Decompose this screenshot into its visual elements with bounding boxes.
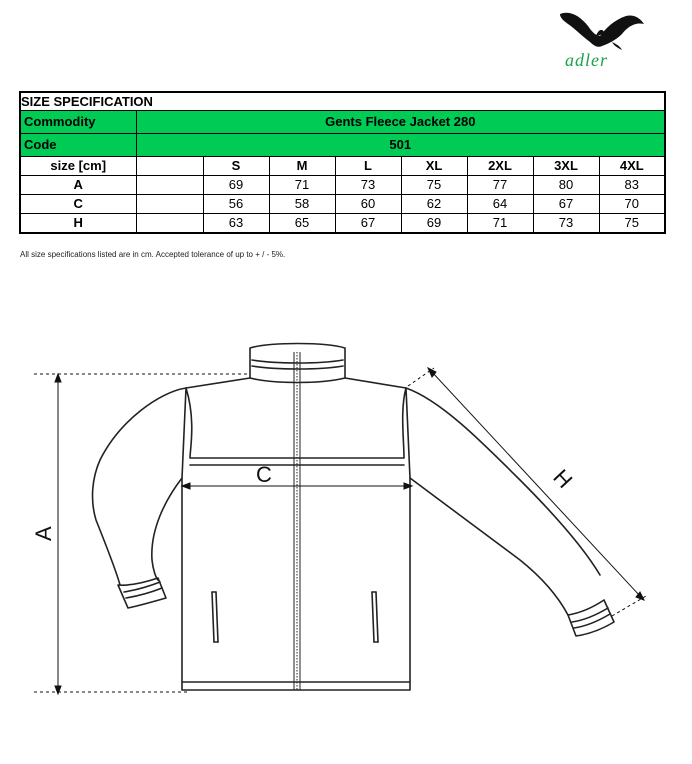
table-cell: 67 xyxy=(335,214,401,234)
size-header: S xyxy=(203,157,269,176)
table-cell: 69 xyxy=(401,214,467,234)
commodity-label: Commodity xyxy=(20,111,136,134)
row-label: H xyxy=(20,214,136,234)
sizes-row xyxy=(20,157,665,176)
table-cell: 80 xyxy=(533,176,599,195)
size-header: XL xyxy=(401,157,467,176)
table-cell: 73 xyxy=(335,176,401,195)
table-cell: 75 xyxy=(599,214,665,234)
size-header: M xyxy=(269,157,335,176)
spacer-cell xyxy=(136,157,203,176)
table-cell: 64 xyxy=(467,195,533,214)
table-cell: 65 xyxy=(269,214,335,234)
commodity-value: Gents Fleece Jacket 280 xyxy=(136,111,665,134)
table-cell: 70 xyxy=(599,195,665,214)
table-cell: 63 xyxy=(203,214,269,234)
size-unit-label: size [cm] xyxy=(20,157,136,176)
title-row xyxy=(20,92,665,111)
table-cell: 71 xyxy=(467,214,533,234)
measure-row-h xyxy=(20,214,665,234)
code-value: 501 xyxy=(136,134,665,157)
table-title: SIZE SPECIFICATION xyxy=(20,92,665,111)
measure-row-c xyxy=(20,195,665,214)
size-spec-table xyxy=(19,91,666,234)
size-header: 3XL xyxy=(533,157,599,176)
size-header: L xyxy=(335,157,401,176)
spacer-cell xyxy=(136,176,203,195)
code-row xyxy=(20,134,665,157)
label-a: A xyxy=(31,526,56,541)
row-label: C xyxy=(20,195,136,214)
row-label: A xyxy=(20,176,136,195)
table-cell: 71 xyxy=(269,176,335,195)
table-cell: 77 xyxy=(467,176,533,195)
table-cell: 73 xyxy=(533,214,599,234)
measure-row-a xyxy=(20,176,665,195)
spacer-cell xyxy=(136,195,203,214)
table-cell: 75 xyxy=(401,176,467,195)
tolerance-note: All size specifications listed are in cm. Accepted tolerance of up to + / - 5%. xyxy=(20,250,286,259)
brand-wordmark: adler xyxy=(565,50,608,70)
size-header: 2XL xyxy=(467,157,533,176)
table-cell: 67 xyxy=(533,195,599,214)
spacer-cell xyxy=(136,214,203,234)
table-cell: 56 xyxy=(203,195,269,214)
table-cell: 62 xyxy=(401,195,467,214)
label-h: H xyxy=(548,464,578,494)
table-cell: 60 xyxy=(335,195,401,214)
table-cell: 69 xyxy=(203,176,269,195)
code-label: Code xyxy=(20,134,136,157)
jacket-diagram xyxy=(0,300,692,764)
table-cell: 83 xyxy=(599,176,665,195)
commodity-row xyxy=(20,111,665,134)
size-header: 4XL xyxy=(599,157,665,176)
label-c: C xyxy=(256,462,272,487)
table-cell: 58 xyxy=(269,195,335,214)
